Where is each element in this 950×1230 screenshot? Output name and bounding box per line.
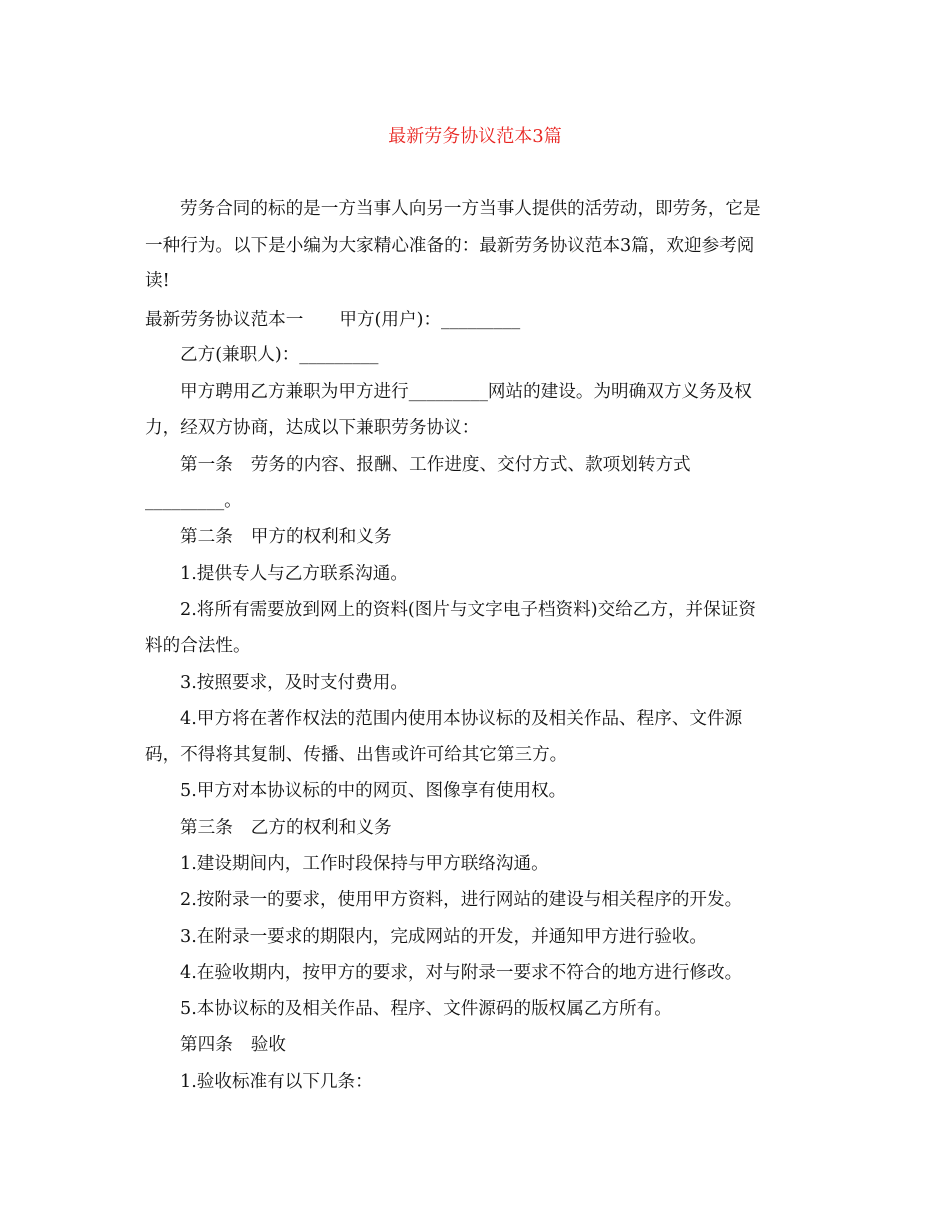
article-4-title: 验收 xyxy=(250,1035,286,1055)
article-3-heading-row xyxy=(180,815,392,841)
intro-line-3: 读! xyxy=(145,271,170,291)
sample-heading-row xyxy=(145,307,520,333)
article-2-item-5: 5.甲方对本协议标的中的网页、图像享有使用权。 xyxy=(180,781,567,801)
intro-line-1: 劳务合同的标的是一方当事人向另一方当事人提供的活劳动，即劳务，它是 xyxy=(180,199,761,219)
party-a-field: 甲方(用户)：_________ xyxy=(339,310,521,330)
article-2-heading: 第二条 xyxy=(180,527,233,547)
article-2-item-2-cont: 料的合法性。 xyxy=(145,636,251,656)
article-2-title: 甲方的权利和义务 xyxy=(250,527,392,547)
purpose-line-2: 力，经双方协商，达成以下兼职劳务协议： xyxy=(145,418,480,438)
article-3-item-1: 1.建设期间内，工作时段保持与甲方联络沟通。 xyxy=(180,854,549,874)
article-3-item-5: 5.本协议标的及相关作品、程序、文件源码的版权属乙方所有。 xyxy=(180,999,672,1019)
article-1-heading-row xyxy=(180,452,691,478)
article-3-title: 乙方的权利和义务 xyxy=(250,818,392,838)
article-3-item-2: 2.按附录一的要求，使用甲方资料，进行网站的建设与相关程序的开发。 xyxy=(180,890,743,910)
article-1-title: 劳务的内容、报酬、工作进度、交付方式、款项划转方式 xyxy=(250,455,691,475)
article-2-item-2: 2.将所有需要放到网上的资料(图片与文字电子档资料)交给乙方，并保证资 xyxy=(180,600,756,620)
article-4-heading-row xyxy=(180,1032,286,1058)
sample-heading: 最新劳务协议范本一 xyxy=(145,310,304,330)
party-b-field: 乙方(兼职人)：_________ xyxy=(180,345,379,365)
purpose-line-1: 甲方聘用乙方兼职为甲方进行_________网站的建设。为明确双方义务及权 xyxy=(180,382,752,402)
article-3-item-3: 3.在附录一要求的期限内，完成网站的开发，并通知甲方进行验收。 xyxy=(180,927,708,947)
article-4-item-1: 1.验收标准有以下几条： xyxy=(180,1072,373,1092)
article-2-heading-row xyxy=(180,524,392,550)
article-2-item-1: 1.提供专人与乙方联系沟通。 xyxy=(180,564,408,584)
article-1-blank: _________。 xyxy=(145,491,242,511)
document-title: 最新劳务协议范本3篇 xyxy=(388,126,562,147)
article-2-item-3: 3.按照要求，及时支付费用。 xyxy=(180,673,408,693)
article-2-item-4: 4.甲方将在著作权法的范围内使用本协议标的及相关作品、程序、文件源 xyxy=(180,709,743,729)
article-1-heading: 第一条 xyxy=(180,455,233,475)
article-3-item-4: 4.在验收期内，按甲方的要求，对与附录一要求不符合的地方进行修改。 xyxy=(180,963,743,983)
article-4-heading: 第四条 xyxy=(180,1035,233,1055)
intro-line-2: 一种行为。以下是小编为大家精心准备的：最新劳务协议范本3篇，欢迎参考阅 xyxy=(145,236,755,256)
article-2-item-4-cont: 码，不得将其复制、传播、出售或许可给其它第三方。 xyxy=(145,745,568,765)
article-3-heading: 第三条 xyxy=(180,818,233,838)
